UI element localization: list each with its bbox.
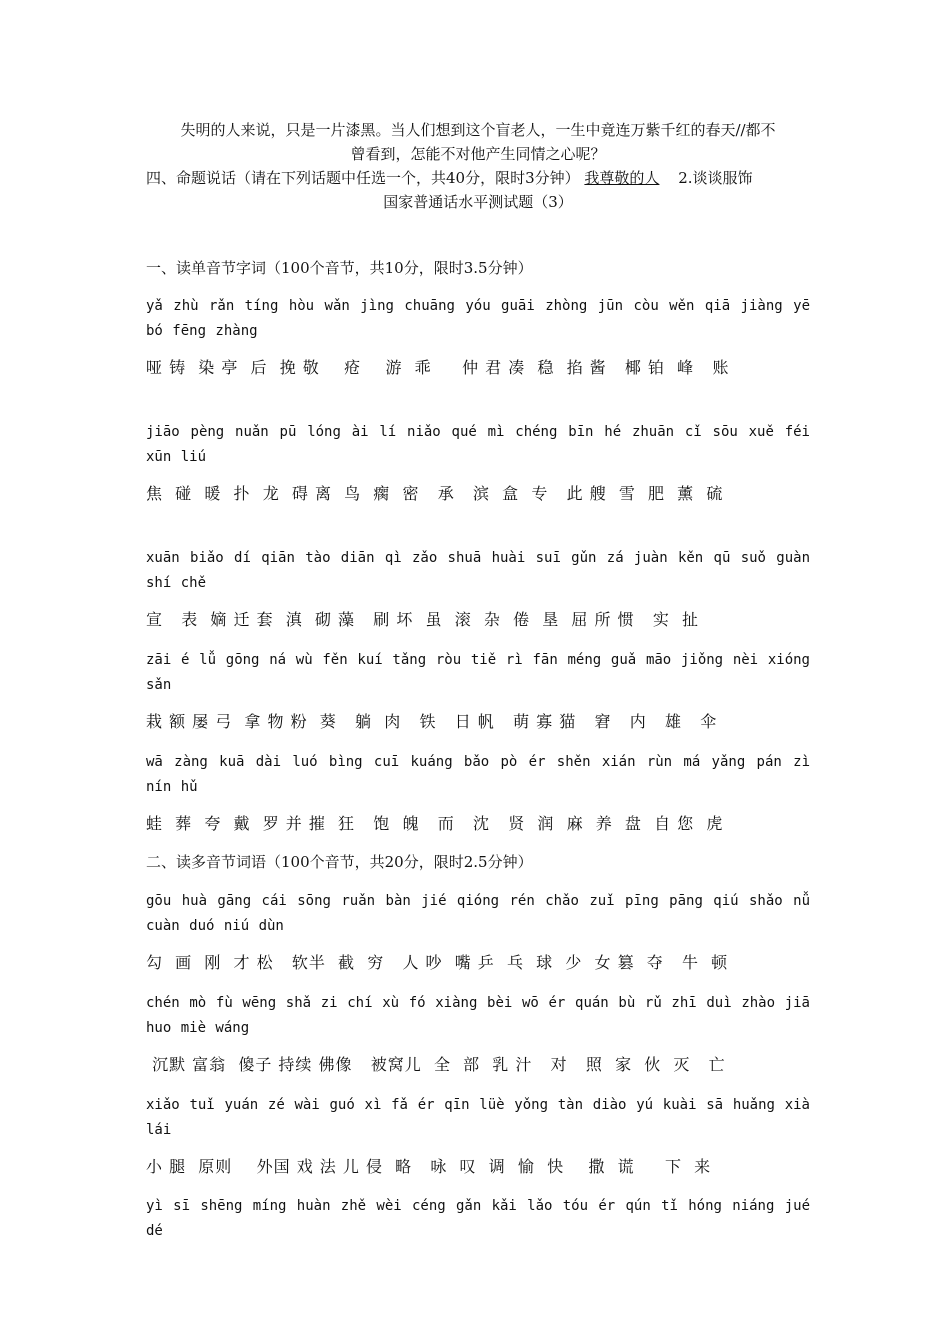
s2-pinyin-2: chén mò fù wēng shǎ zi chí xù fó xiàng bèi wō ér quán bù rǔ zhī duì zhào jiā huo miè wáng — [146, 995, 810, 1036]
s1-pinyin-3: xuān biǎo dí qiān tào diān qì zǎo shuā huài suī gǔn zá juàn kěn qū suǒ guàn shí chě — [146, 550, 810, 591]
s1-pinyin-2: jiāo pèng nuǎn pū lóng ài lí niǎo qué mì chéng bīn hé zhuān cǐ sōu xuě féi xūn liú — [146, 424, 810, 465]
topic-prefix: 四、命题说话（请在下列话题中任选一个，共40分，限时3分钟） — [146, 169, 580, 187]
s2-hanzi-3: 小 腿 原则 外国 戏 法 儿 侵 略 咏 叹 调 愉 快 撒 谎 下 来 — [146, 1157, 712, 1176]
topic-2: 2.谈谈服饰 — [678, 169, 753, 187]
s2-pinyin-1: gōu huà gāng cái sōng ruǎn bàn jié qióng rén chǎo zuǐ pīng pāng qiú shǎo nǚ cuàn duó niú dùn — [146, 893, 810, 934]
s1-hanzi-3: 宣 表 嫡 迁 套 滇 砌 藻 刷 坏 虽 滚 杂 倦 垦 屈 所 惯 实 扯 — [146, 610, 700, 629]
topic-line — [146, 166, 810, 190]
s1-hanzi-5: 蛙 葬 夸 戴 罗 并 摧 狂 饱 魄 而 沈 贤 润 麻 养 盘 自 您 虎 — [146, 814, 724, 833]
intro-line-2: 曾看到，怎能不对他产生同情之心呢？ — [350, 145, 606, 163]
s2-pinyin-4: yì sī shēng míng huàn zhě wèi céng gǎn kǎi lǎo tóu ér qún tǐ hóng niáng jué dé — [146, 1198, 810, 1239]
s1-pinyin-1: yǎ zhù rǎn tíng hòu wǎn jìng chuāng yóu guāi zhòng jūn còu wěn qiā jiàng yē bó fēng zhàng — [146, 298, 810, 339]
section2-heading: 二、读多音节词语（100个音节，共20分，限时2.5分钟） — [146, 853, 533, 871]
test-title: 国家普通话水平测试题（3） — [383, 193, 573, 211]
s1-hanzi-4: 栽 额 屡 弓 拿 物 粉 葵 躺 肉 铁 日 帆 萌 寡 猫 窘 内 雄 伞 — [146, 712, 718, 731]
topic-1: 我尊敬的人 — [584, 169, 660, 187]
s2-pinyin-3: xiǎo tuǐ yuán zé wài guó xì fǎ ér qīn lüè yǒng tàn diào yú kuài sā huǎng xià lái — [146, 1097, 810, 1138]
s1-pinyin-4: zāi é lǚ gōng ná wù fěn kuí tǎng ròu tiě rì fān méng guǎ māo jiǒng nèi xióng sǎn — [146, 652, 810, 693]
s2-hanzi-1: 勾 画 刚 才 松 软半 截 穷 人 吵 嘴 乒 乓 球 少 女 篡 夺 牛 顿 — [146, 953, 729, 972]
s1-hanzi-1: 哑 铸 染 亭 后 挽 敬 疮 游 乖 仲 君 凑 稳 掐 酱 椰 铂 峰 账 — [146, 358, 730, 377]
s1-pinyin-5: wā zàng kuā dài luó bìng cuī kuáng bǎo pò ér shěn xián rùn má yǎng pán zì nín hǔ — [146, 754, 810, 795]
intro-line-1: 失明的人来说，只是一片漆黑。当人们想到这个盲老人，一生中竟连万紫千红的春天//都不 — [180, 121, 776, 139]
s2-hanzi-2: 沉默 富翁 傻子 持续 佛像 被窝儿 全 部 乳 汁 对 照 家 伙 灭 亡 — [146, 1055, 726, 1074]
s1-hanzi-2: 焦 碰 暖 扑 龙 碍 离 鸟 瘸 密 承 滨 盒 专 此 艘 雪 肥 薰 硫 — [146, 484, 724, 503]
section1-heading: 一、读单音节字词（100个音节，共10分，限时3.5分钟） — [146, 259, 533, 277]
